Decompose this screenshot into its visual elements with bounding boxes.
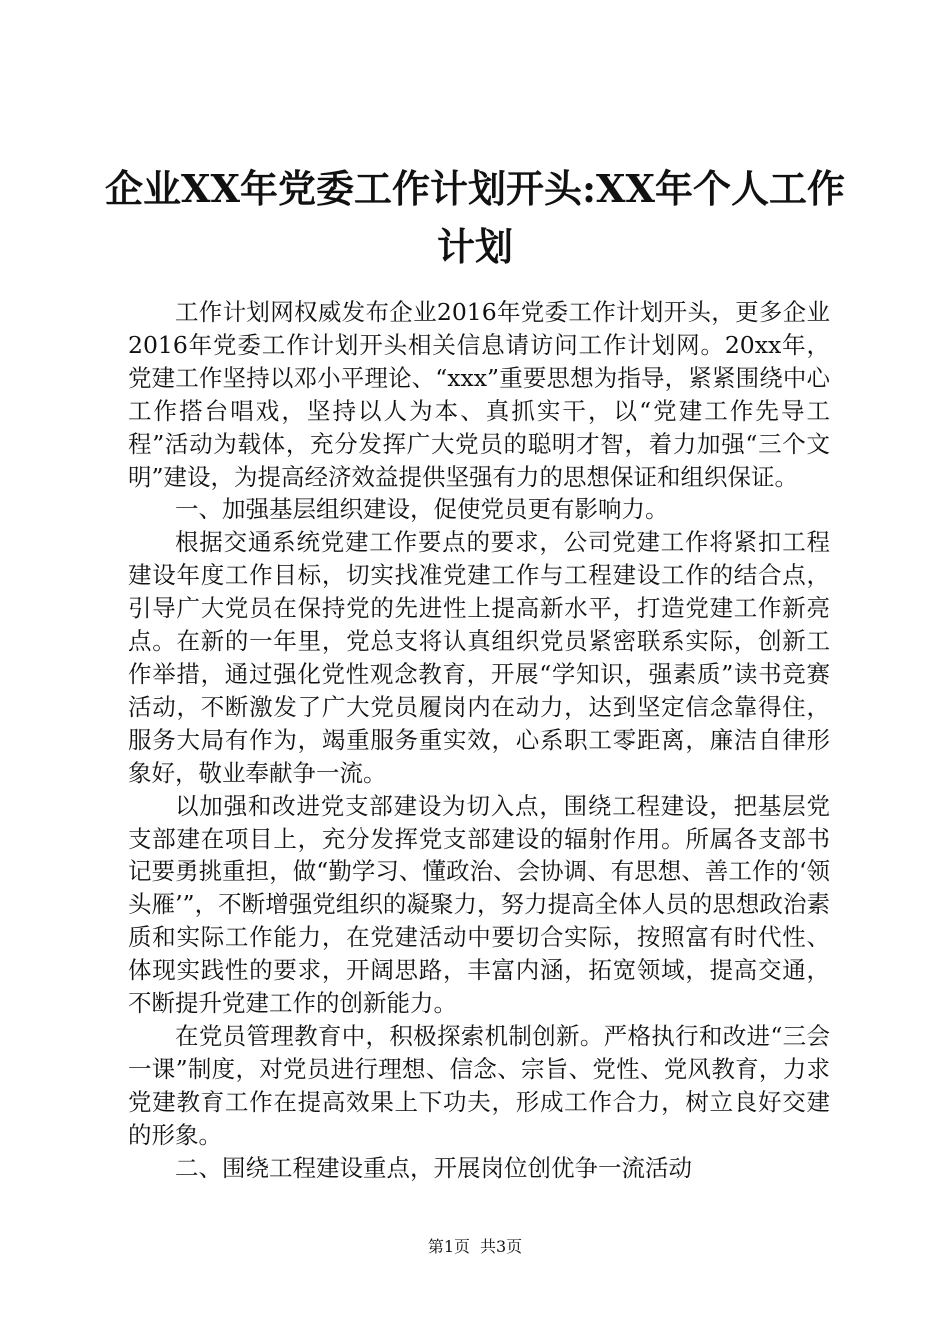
paragraph-member-management: 在党员管理教育中，积极探索机制创新。严格执行和改进“三会一课”制度，对党员进行理想、信念、宗旨、党性、党风教育，力求党建教育工作在提高效果上下功夫，形成工作合力，树立良好交建的形象。 <box>128 1021 830 1149</box>
paragraph-intro: 工作计划网权威发布企业2016年党委工作计划开头，更多企业2016年党委工作计划开头相关信息请访问工作计划网。20xx年，党建工作坚持以邓小平理论、“xxx”重要思想为指导，紧紧围绕中心工作搭台唱戏，坚持以人为本、真抓实干，以“党建工作先导工程”活动为载体，充分发挥广大党员的聪明才智，着力加强“三个文明”建设，为提高经济效益提供坚强有力的思想保证和组织保证。 <box>128 298 830 491</box>
paragraph-section-1: 根据交通系统党建工作要点的要求，公司党建工作将紧扣工程建设年度工作目标，切实找准党建工作与工程建设工作的结合点，引导广大党员在保持党的先进性上提高新水平，打造党建工作新亮点。在新的一年里，党总支将认真组织党员紧密联系实际，创新工作举措，通过强化党性观念教育，开展“学知识，强素质”读书竞赛活动，不断激发了广大党员履岗内在动力，达到坚定信念靠得住，服务大局有作为，竭重服务重实效，心系职工零距离，廉洁自律形象好，敬业奉献争一流。 <box>128 528 830 787</box>
paragraph-branch-building: 以加强和改进党支部建设为切入点，围绕工程建设，把基层党支部建在项目上，充分发挥党支部建设的辐射作用。所属各支部书记要勇挑重担，做“勤学习、懂政治、会协调、有思想、善工作的‘领头雁’”，不断增强党组织的凝聚力，努力提高全体人员的思想政治素质和实际工作能力，在党建活动中要切合实际，按照富有时代性、体现实践性的要求，开阔思路，丰富内涵，拓宽领域，提高交通，不断提升党建工作的创新能力。 <box>128 791 830 1018</box>
document-body <box>128 296 830 1184</box>
page-footer <box>0 1236 950 1258</box>
section-heading-1: 一、加强基层组织建设，促使党员更有影响力。 <box>175 495 669 524</box>
section-heading-2: 二、围绕工程建设重点，开展岗位创优争一流活动 <box>175 1153 692 1182</box>
document-title: 企业XX年党委工作计划开头:XX年个人工作计划 <box>105 166 845 269</box>
page-total: 共3页 <box>480 1237 523 1256</box>
page-number: 第1页 <box>427 1237 470 1256</box>
